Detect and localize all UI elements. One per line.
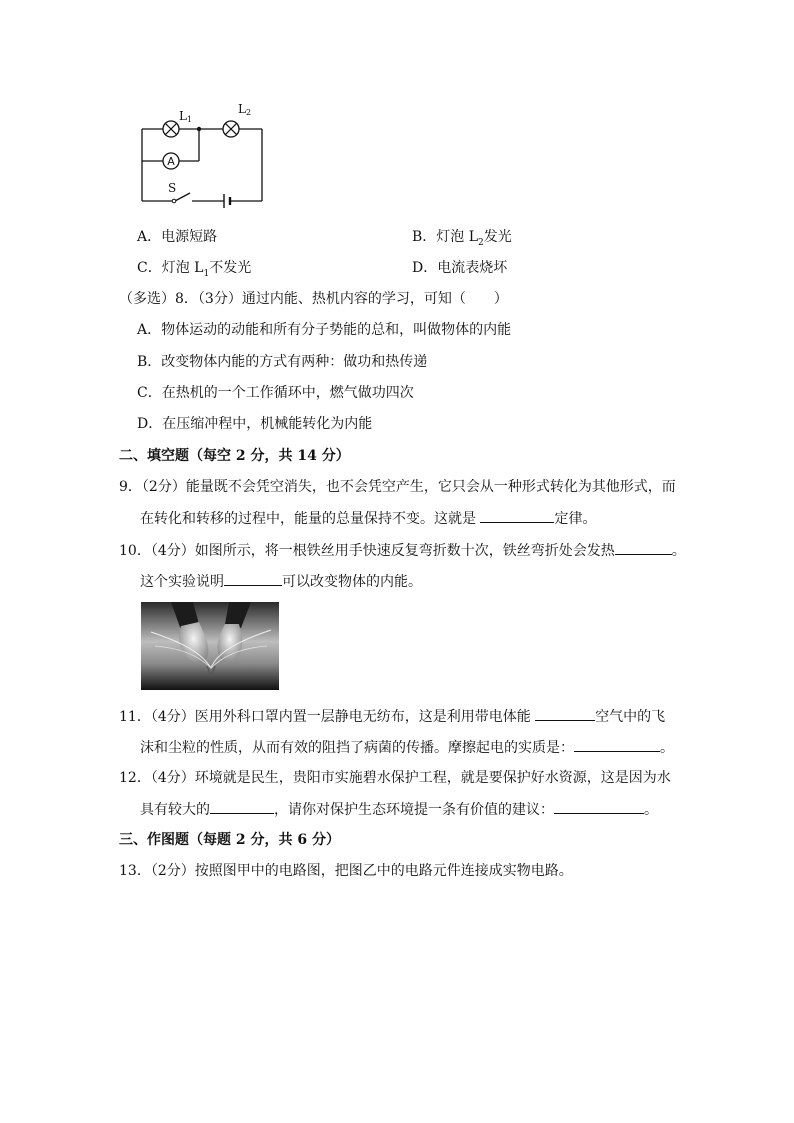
q12-blank-2[interactable] <box>554 799 644 814</box>
section2-title: 二、填空题（每空 2 分，共 14 分） <box>119 448 350 464</box>
lamp1-sub: 1 <box>186 115 193 124</box>
circuit-diagram <box>132 100 272 210</box>
q11-blank-1[interactable] <box>535 706 595 721</box>
ammeter-symbol <box>163 153 179 169</box>
q11-line2: 沫和尘粒的性质，从而有效的阻挡了病菌的传播。摩擦起电的实质是： 。 <box>140 737 674 758</box>
q8-option-b[interactable]: B．改变物体内能的方式有两种：做功和热传递 <box>137 354 428 370</box>
q8-option-a[interactable]: A．物体运动的动能和所有分子势能的总和，叫做物体的内能 <box>137 322 512 338</box>
switch-label: S <box>168 181 177 195</box>
wire-bending-photo <box>141 602 279 690</box>
q10-line1: 10．（4分）如图所示，将一根铁丝用手快速反复弯折数十次，铁丝弯折处会发热 。 <box>119 540 686 561</box>
q11-blank-2[interactable] <box>574 737 660 752</box>
section3-title: 三、作图题（每题 2 分，共 6 分） <box>119 832 340 848</box>
lamp2-label: L <box>238 102 246 116</box>
q11-line1: 11．（4分）医用外科口罩内置一层静电无纺布，这是利用带电体能 空气中的飞 <box>119 706 665 727</box>
lamp1-label: L <box>179 109 187 123</box>
q7-option-d[interactable]: D．电流表烧坏 <box>412 260 508 276</box>
q9-line2: 在转化和转移的过程中，能量的总量保持不变。这就是 定律。 <box>140 508 596 529</box>
q8-option-d[interactable]: D．在压缩冲程中，机械能转化为内能 <box>137 416 373 432</box>
q7-option-a[interactable]: A．电源短路 <box>137 229 218 245</box>
q13-stem: 13．（2分）按照图甲中的电路图，把图乙中的电路元件连接成实物电路。 <box>119 863 573 879</box>
q12-line1: 12．（4分）环境就是民生，贵阳市实施碧水保护工程，就是要保护好水资源，这是因为水 <box>119 770 671 786</box>
lamp-l2-symbol <box>223 121 239 137</box>
lamp2-sub: 2 <box>245 108 252 117</box>
q7-option-b[interactable]: B．灯泡 $L_2$发光 <box>412 229 512 248</box>
q8-stem: （多选）8．（3分）通过内能、热机内容的学习，可知（ ） <box>119 291 508 307</box>
ammeter-label: A <box>167 155 175 168</box>
svg-text:L1 <box>179 109 192 124</box>
q8-option-c[interactable]: C．在热机的一个工作循环中，燃气做功四次 <box>137 385 414 401</box>
svg-text:L2 <box>238 102 251 117</box>
q9-blank-1[interactable] <box>480 508 554 523</box>
q12-line2: 具有较大的 ，请你对保护生态环境提一条有价值的建议： 。 <box>140 799 658 820</box>
lamp-l1-symbol <box>163 121 179 137</box>
q10-line2: 这个实验说明 可以改变物体的内能。 <box>140 571 422 592</box>
q9-line1: 9．（2分）能量既不会凭空消失，也不会凭空产生，它只会从一种形式转化为其他形式，而 <box>119 479 676 495</box>
q10-blank-1[interactable] <box>615 540 672 555</box>
q10-blank-2[interactable] <box>224 571 282 586</box>
q12-blank-1[interactable] <box>210 799 274 814</box>
q7-option-c[interactable]: C．灯泡 $L_1$不发光 <box>137 260 252 279</box>
